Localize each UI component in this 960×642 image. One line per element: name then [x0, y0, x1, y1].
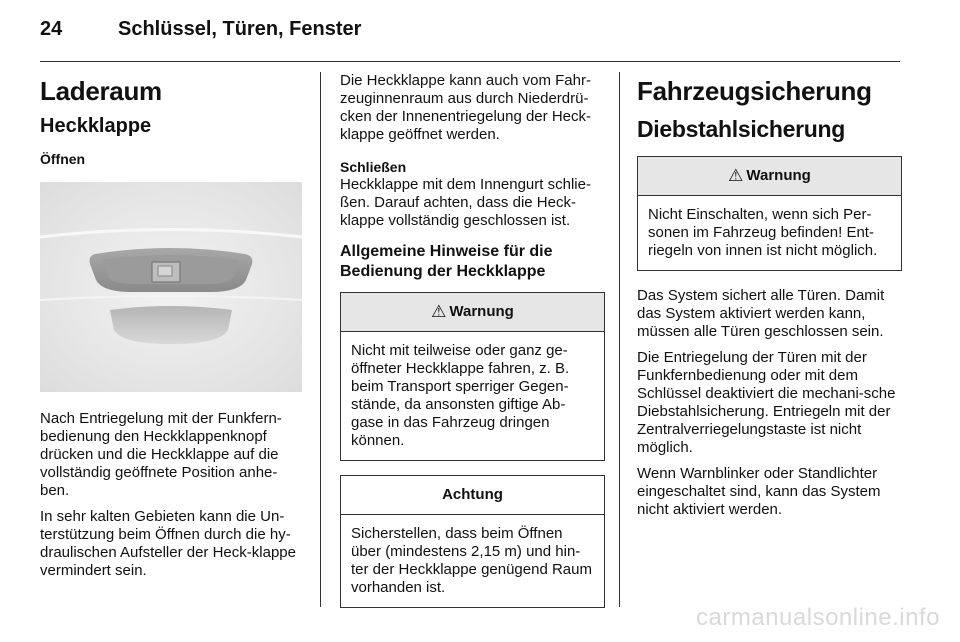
- paragraph-cold-areas: In sehr kalten Gebieten kann die Un-terstützung beim Öffnen durch die hy-draulischen Aufsteller der Heck-klappe vermindert sein.: [40, 508, 296, 579]
- paragraph-unlocking: Die Entriegelung der Türen mit der Funkfernbedienung oder mit dem Schlüssel deaktiviert die mechani-sche Diebstahlsicherung. Entriegeln mit der Zentralverriegelungstaste ist nicht möglich.: [637, 349, 896, 456]
- page-header: [40, 18, 900, 58]
- tailgate-handle-figure: [40, 182, 302, 392]
- column-2: [340, 72, 605, 622]
- watermark: carmanualsonline.info: [696, 604, 940, 631]
- paragraph-hazard-lights: Wenn Warnblinker oder Standlichter eingeschaltet sind, kann das System nicht aktiviert werden.: [637, 465, 881, 518]
- column-divider-2: [619, 72, 620, 607]
- warning-triangle-icon: ⚠: [728, 166, 744, 185]
- subsection-title-diebstahlsicherung: Diebstahlsicherung: [637, 116, 846, 142]
- tailgate-handle-illustration: [40, 182, 302, 392]
- caution-text: Sicherstellen, dass beim Öffnen über (mindestens 2,15 m) und hin-ter der Heckklappe genügend Raum vorhanden ist.: [351, 525, 592, 596]
- page-number: 24: [40, 18, 63, 40]
- paragraph-open-instructions: Nach Entriegelung mit der Funkfern-bedienung den Heckklappenknopf drücken und die Heckklappe auf die vollständig geöffnete Position anhe-ben.: [40, 410, 282, 499]
- warning-title-anti-theft: Warnung: [746, 167, 811, 184]
- subsection-title-heckklappe: Heckklappe: [40, 115, 152, 137]
- heading-open: Öffnen: [40, 151, 86, 167]
- column-1: [40, 72, 305, 588]
- caution-title: Achtung: [442, 486, 503, 503]
- warning-triangle-icon: ⚠: [431, 302, 447, 321]
- column-3: [637, 72, 902, 527]
- warning-text-anti-theft: Nicht Einschalten, wenn sich Per-sonen im Fahrzeug befinden! Ent-riegeln von innen ist nicht möglich.: [648, 206, 878, 259]
- warning-box-anti-theft: [637, 156, 902, 271]
- chapter-title: Schlüssel, Türen, Fenster: [118, 18, 362, 40]
- section-title-fahrzeugsicherung: Fahrzeugsicherung: [637, 76, 872, 106]
- paragraph-inside-release: Die Heckklappe kann auch vom Fahr-zeuginnenraum aus durch Niederdrü-cken der Innenentriegelung der Heck-klappe geöffnet werden.: [340, 72, 591, 143]
- column-divider-1: [320, 72, 321, 607]
- paragraph-system-secures: Das System sichert alle Türen. Damit das System aktiviert werden kann, müssen alle Türen geschlossen sein.: [637, 287, 885, 340]
- warning-box-header-anti-theft: [638, 157, 901, 196]
- warning-box-header: [341, 293, 604, 332]
- paragraph-close-instructions: Heckklappe mit dem Innengurt schlie-ßen. Darauf achten, dass die Heck-klappe vollständig geschlossen ist.: [340, 176, 591, 229]
- warning-box: [340, 292, 605, 461]
- caution-box: [340, 475, 605, 608]
- header-divider: [40, 61, 900, 62]
- caution-box-header: [341, 476, 604, 515]
- subsection-title-general-notes: Allgemeine Hinweise für die Bedienung der Heckklappe: [340, 243, 553, 280]
- heading-close: Schließen: [340, 159, 407, 175]
- warning-title: Warnung: [449, 303, 514, 320]
- warning-text: Nicht mit teilweise oder ganz ge-öffneter Heckklappe fahren, z. B. beim Transport sperriger Gegen-stände, da ansonsten giftige Ab-gase in das Fahrzeug dringen können.: [351, 342, 570, 449]
- section-title-laderaum: Laderaum: [40, 76, 162, 106]
